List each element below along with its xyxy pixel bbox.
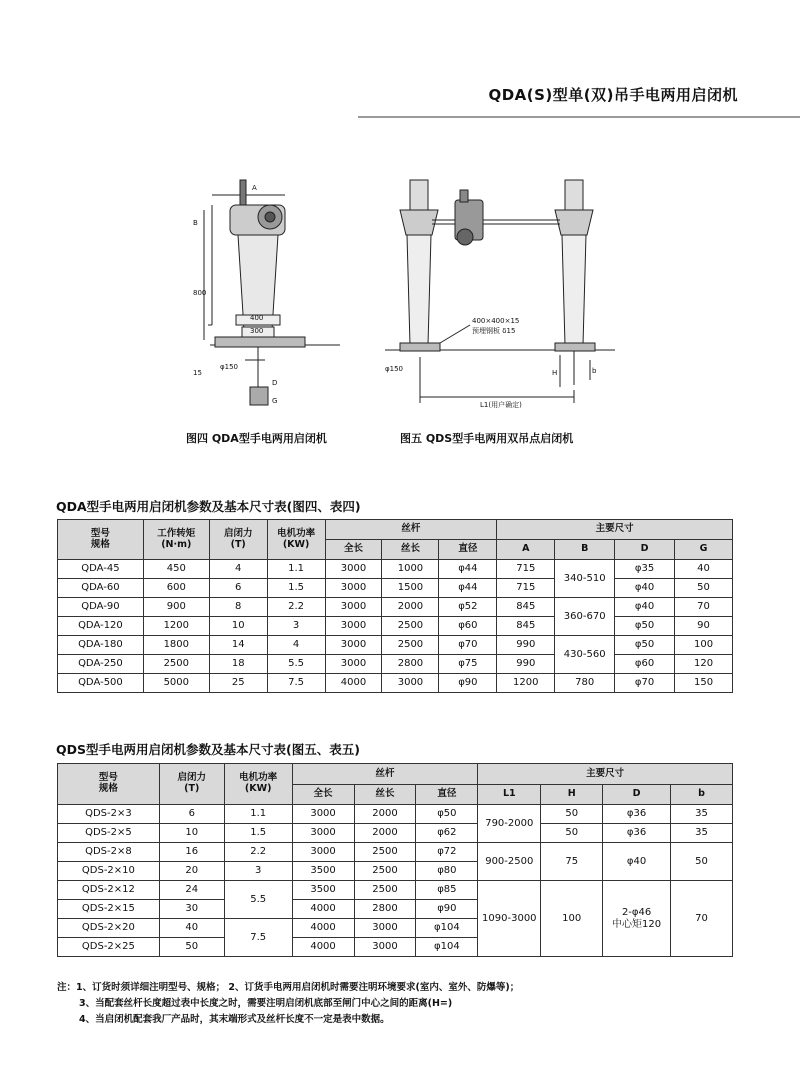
fig4-label-B: B: [193, 219, 198, 227]
table-row: QDS-2×12 24 5.5 3500 2500 φ85 1090-3000 100 2-φ46 中心矩120 70: [58, 881, 733, 900]
table-row: QDS-2×5 10 1.5 3000 2000 φ62 50 φ36 35: [58, 824, 733, 843]
fig4-label-400: 400: [250, 314, 264, 322]
t4-B-group: 780: [555, 674, 615, 693]
t5-header-len: 全长: [292, 785, 354, 805]
fig4-label-A: A: [252, 184, 257, 192]
table-row: QDS-2×15 30 4000 2800 φ90: [58, 900, 733, 919]
fig5-label-d150: φ150: [385, 365, 403, 373]
notes: [57, 980, 519, 1028]
t4-header-D: D: [615, 540, 675, 560]
t5-L1-group: 1090-3000: [478, 881, 541, 957]
t4-header-thread: 丝长: [382, 540, 439, 560]
fig5-label-plate-size: 400×400×15: [472, 317, 520, 325]
fig4-label-800: 800: [193, 289, 207, 297]
note-line: 3、当配套丝杆长度超过表中长度之时，需要注明启闭机底部至闸门中心之间的距离(H=): [79, 998, 453, 1009]
table-row: QDA-45 450 4 1.1 3000 1000 φ44 715 340-510 φ35 40: [58, 560, 733, 579]
fig5-label-L1: L1(用户确定): [480, 401, 522, 409]
t5-header-force: 启闭力 (T): [159, 764, 224, 805]
t4-header-B: B: [555, 540, 615, 560]
t5-header-L1: L1: [478, 785, 541, 805]
fig4-label-300: 300: [250, 327, 264, 335]
t5-header-screw: 丝杆: [292, 764, 478, 785]
t5-header-model: 型号 规格: [58, 764, 160, 805]
t5-L1-group: 900-2500: [478, 843, 541, 881]
header-divider: [358, 116, 800, 118]
table-row: QDA-250 2500 18 5.5 3000 2800 φ75 990 φ60 120: [58, 655, 733, 674]
t4-header-force: 启闭力 (T): [209, 520, 267, 560]
table-row: QDA-180 1800 14 4 3000 2500 φ70 990 430-560 φ50 100: [58, 636, 733, 655]
table-row: QDA-500 5000 25 7.5 4000 3000 φ90 1200 780 φ70 150: [58, 674, 733, 693]
t4-header-len: 全长: [325, 540, 382, 560]
page-title: QDA(S)型单(双)吊手电两用启闭机: [488, 86, 738, 104]
table-row: QDS-2×3 6 1.1 3000 2000 φ50 790-2000 50 φ36 35: [58, 805, 733, 824]
t5-header-dims: 主要尺寸: [478, 764, 733, 785]
table-row: QDS-2×10 20 3 3500 2500 φ80: [58, 862, 733, 881]
fig5-label-b: b: [592, 367, 597, 375]
fig5-label-plate-note: 预埋钢板 δ15: [472, 327, 516, 335]
t4-B-group: 340-510: [555, 560, 615, 598]
table-row: QDA-60 600 6 1.5 3000 1500 φ44 715 φ40 50: [58, 579, 733, 598]
table4: [57, 519, 733, 693]
figure4-caption: 图四 QDA型手电两用启闭机: [186, 432, 327, 445]
note-line: 注：1、订货时须详细注明型号、规格； 2、订货手电两用启闭机时需要注明环境要求(室内、室外、防爆等)；: [57, 982, 520, 993]
note-line: 4、当启闭机配套我厂产品时，其末端形式及丝杆长度不一定是表中数据。: [79, 1014, 390, 1025]
t5-D-group: 2-φ46 中心矩120: [603, 881, 671, 957]
t4-header-dims: 主要尺寸: [497, 520, 733, 540]
figure4-drawing: [190, 175, 350, 420]
figure5-drawing: [380, 175, 620, 420]
table5-title: QDS型手电两用启闭机参数及基本尺寸表(图五、表五): [56, 742, 360, 757]
table-row: QDS-2×8 16 2.2 3000 2500 φ72 900-2500 75 φ40 50: [58, 843, 733, 862]
t4-B-group: 430-560: [555, 636, 615, 674]
fig5-label-H: H: [552, 369, 558, 377]
t4-header-power: 电机功率 (KW): [267, 520, 325, 560]
table4-title: QDA型手电两用启闭机参数及基本尺寸表(图四、表四): [56, 499, 361, 514]
t5-power-group: 7.5: [224, 919, 292, 957]
t5-header-b: b: [671, 785, 733, 805]
t4-header-G: G: [675, 540, 733, 560]
t5-header-dia: 直径: [416, 785, 478, 805]
t4-B-group: 360-670: [555, 598, 615, 636]
t5-header-D: D: [603, 785, 671, 805]
t5-header-power: 电机功率 (KW): [224, 764, 292, 805]
t5-power-group: 5.5: [224, 881, 292, 919]
table5: [57, 763, 733, 957]
t5-header-H: H: [541, 785, 603, 805]
fig4-label-15: 15: [193, 369, 202, 377]
t4-header-A: A: [497, 540, 555, 560]
t4-header-model: 型号 规格: [58, 520, 144, 560]
table-row: QDS-2×25 50 4000 3000 φ104: [58, 938, 733, 957]
t5-header-thread: 丝长: [354, 785, 416, 805]
table-row: QDA-120 1200 10 3 3000 2500 φ60 845 φ50 90: [58, 617, 733, 636]
fig4-label-G: G: [272, 397, 278, 405]
fig4-label-d150: φ150: [220, 363, 238, 371]
t4-header-screw: 丝杆: [325, 520, 497, 540]
t5-L1-group: 790-2000: [478, 805, 541, 843]
table-row: QDS-2×20 40 7.5 4000 3000 φ104: [58, 919, 733, 938]
table-row: QDA-90 900 8 2.2 3000 2000 φ52 845 360-670 φ40 70: [58, 598, 733, 617]
figure5-caption: 图五 QDS型手电两用双吊点启闭机: [400, 432, 574, 445]
fig4-label-D: D: [272, 379, 278, 387]
t4-header-torque: 工作转矩 (N·m): [143, 520, 209, 560]
t4-header-dia: 直径: [439, 540, 497, 560]
